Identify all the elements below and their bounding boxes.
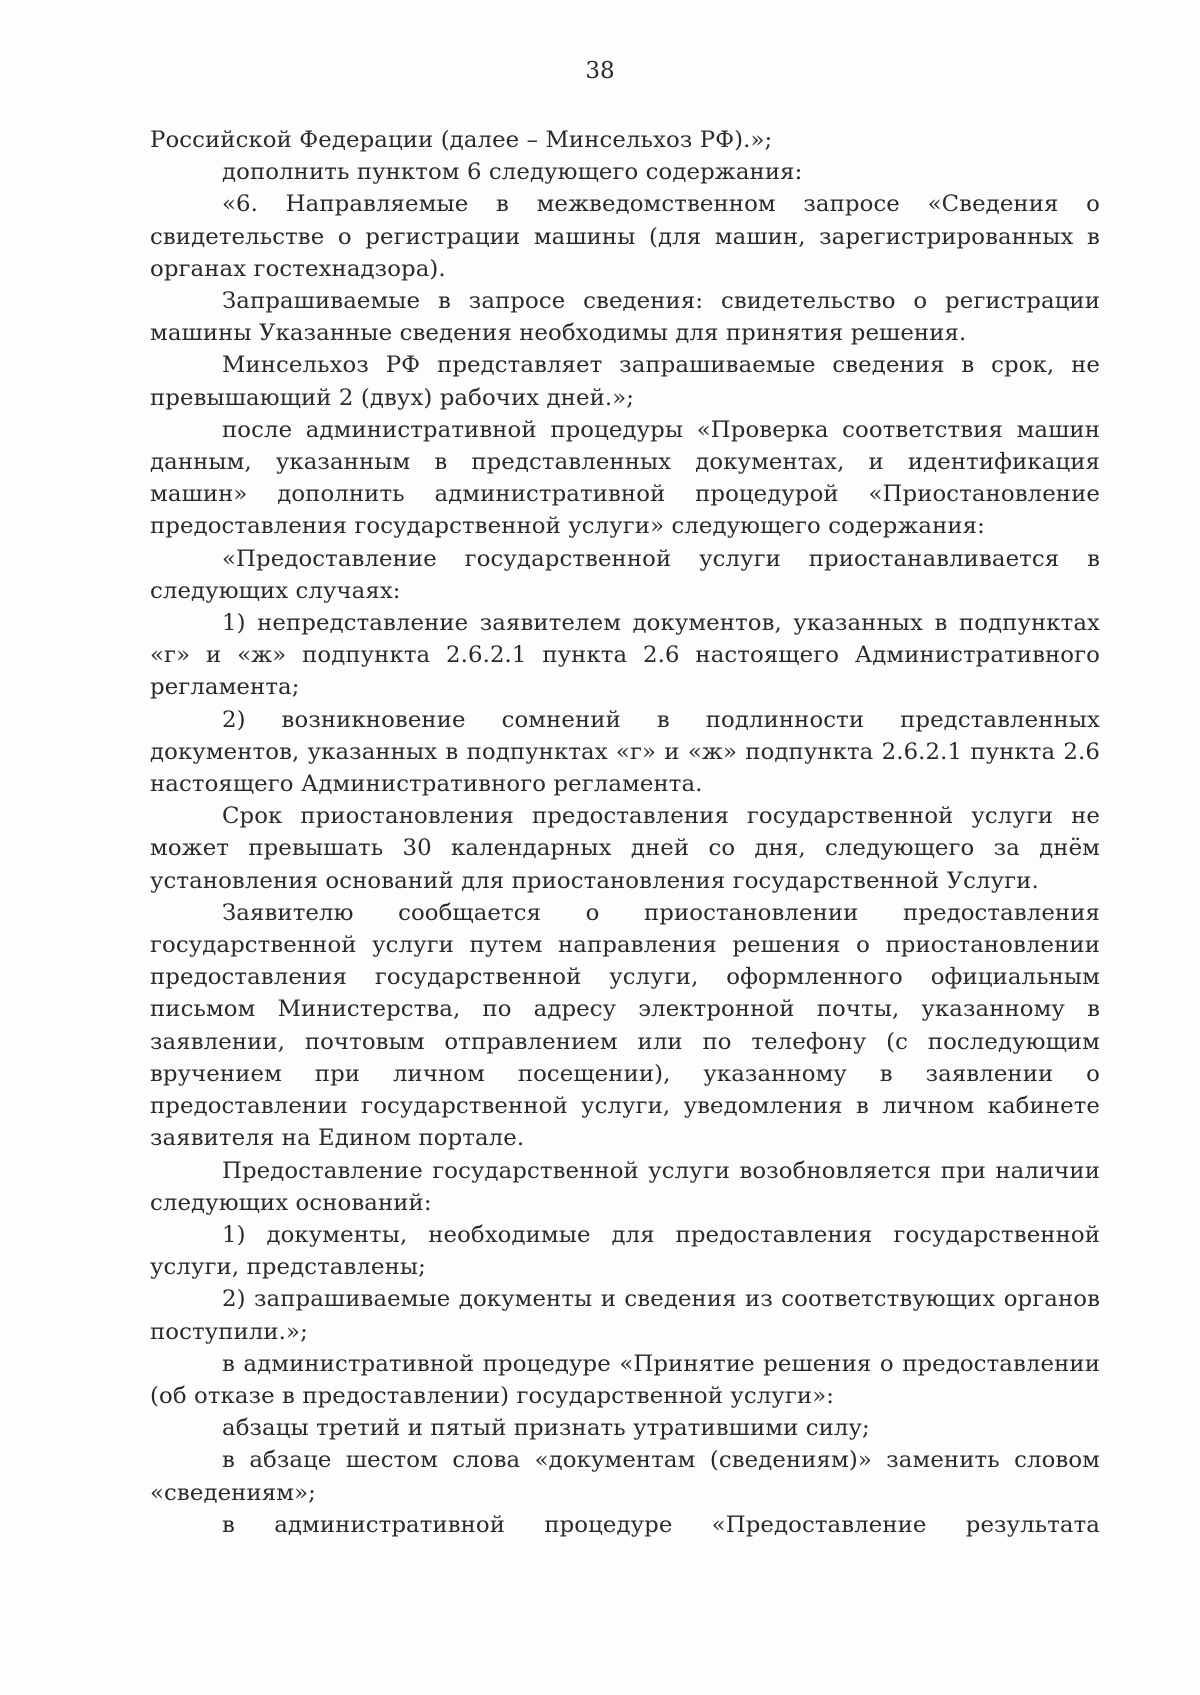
paragraph-13: 1) документы, необходимые для предоставления государственной услуги, представлены;	[150, 1221, 1100, 1281]
paragraph-6: после административной процедуры «Проверка соответствия машин данным, указанным в представленных документах, и идентификация машин» дополнить административной процедурой «Приостановление предоставления государственной услуги» следующего содержания:	[150, 416, 1100, 540]
paragraph-14: 2) запрашиваемые документы и сведения из соответствующих органов поступили.»;	[150, 1286, 1100, 1345]
paragraph-16: абзацы третий и пятый признать утратившими силу;	[222, 1415, 870, 1442]
paragraph-4: Запрашиваемые в запросе сведения: свидетельство о регистрации машины Указанные сведения необходимы для принятия решения.	[150, 288, 1100, 347]
document-body	[150, 124, 1100, 1541]
paragraph-9: 2) возникновение сомнений в подлинности представленных документов, указанных в подпунктах «г» и «ж» подпункта 2.6.2.1 пункта 2.6 настоящего Административного регламента.	[150, 706, 1100, 798]
page-number: 38	[585, 58, 615, 84]
paragraph-1: Российской Федерации (далее – Минсельхоз РФ).»;	[150, 127, 773, 153]
paragraph-18: в административной процедуре «Предоставление результата	[222, 1511, 1100, 1538]
paragraph-10: Срок приостановления предоставления государственной услуги не может превышать 30 календарных дней со дня, следующего за днём установления оснований для приостановления государственной Услуги.	[150, 803, 1100, 894]
paragraph-3: «6. Направляемые в межведомственном запросе «Сведения о свидетельстве о регистрации машины (для машин, зарегистрированных в органах гостехнадзора).	[150, 191, 1100, 282]
paragraph-7: «Предоставление государственной услуги приостанавливается в следующих случаях:	[150, 545, 1100, 604]
paragraph-2: дополнить пунктом 6 следующего содержания:	[222, 159, 803, 186]
paragraph-15: в административной процедуре «Принятие решения о предоставлении (об отказе в предоставлении) государственной услуги»:	[150, 1350, 1100, 1409]
paragraph-5: Минсельхоз РФ представляет запрашиваемые сведения в срок, не превышающий 2 (двух) рабочих дней.»;	[150, 352, 1100, 411]
paragraph-17: в абзаце шестом слова «документам (сведениям)» заменить словом «сведениям»;	[150, 1447, 1100, 1506]
paragraph-8: 1) непредставление заявителем документов, указанных в подпунктах «г» и «ж» подпункта 2.6.2.1 пункта 2.6 настоящего Административного регламента;	[150, 610, 1100, 701]
paragraph-12: Предоставление государственной услуги возобновляется при наличии следующих оснований:	[150, 1157, 1100, 1216]
paragraph-11: Заявителю сообщается о приостановлении предоставления государственной услуги путем направления решения о приостановлении предоставления государственной услуги, оформленного официальным письмом Министерства, по адресу электронной почты, указанному в заявлении, почтовым отправлением или по телефону (с последующим вручением при личном посещении), указанному в заявлении о предоставлении государственной услуги, уведомления в личном кабинете заявителя на Едином портале.	[150, 899, 1100, 1152]
